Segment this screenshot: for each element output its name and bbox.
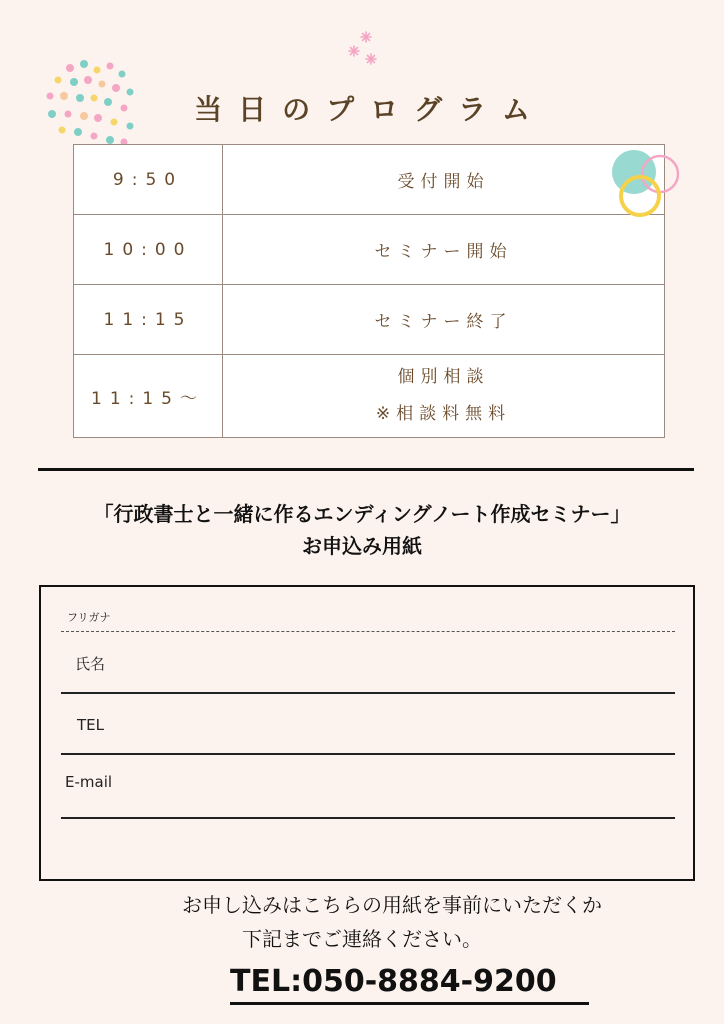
schedule-item: 受付開始 — [223, 145, 665, 215]
email-label: E-mail — [65, 773, 113, 791]
schedule-row — [74, 145, 665, 215]
name-write-line[interactable] — [61, 692, 675, 694]
sparkle-decoration — [342, 30, 382, 70]
schedule-item: セミナー開始 — [223, 215, 665, 285]
tel-label: TEL — [77, 716, 104, 734]
schedule-item: セミナー終了 — [223, 285, 665, 355]
furigana-write-line[interactable] — [61, 631, 675, 632]
email-write-line[interactable] — [61, 817, 675, 819]
tel-write-line[interactable] — [61, 753, 675, 755]
note-line: 下記までご連絡ください。 — [242, 927, 482, 951]
schedule-time: 10:00 — [74, 215, 223, 285]
schedule-row — [74, 285, 665, 355]
application-form — [39, 585, 695, 881]
seminar-title: 「行政書士と一緒に作るエンディングノート作成セミナー」 — [93, 502, 631, 526]
application-note — [0, 888, 724, 956]
schedule-item: 個別相談 — [397, 367, 490, 387]
schedule-row — [74, 215, 665, 285]
schedule-time: 9:50 — [74, 145, 223, 215]
note-line: お申し込みはこちらの用紙を事前にいただくか — [182, 893, 602, 917]
contact-phone: TEL:050-8884-9200 — [230, 962, 589, 1005]
furigana-label: フリガナ — [67, 611, 111, 624]
schedule-item-note: ※相談料無料 — [375, 404, 512, 424]
name-label: 氏名 — [75, 655, 106, 673]
form-heading — [0, 498, 724, 562]
section-divider — [38, 468, 694, 471]
schedule-item-cell — [223, 355, 665, 438]
schedule-time: 11:15～ — [74, 355, 223, 438]
schedule-time: 11:15 — [74, 285, 223, 355]
schedule-row — [74, 355, 665, 438]
program-title: 当日のプログラム — [194, 93, 546, 126]
form-subtitle: お申込み用紙 — [302, 534, 422, 558]
program-schedule-table — [73, 144, 665, 438]
